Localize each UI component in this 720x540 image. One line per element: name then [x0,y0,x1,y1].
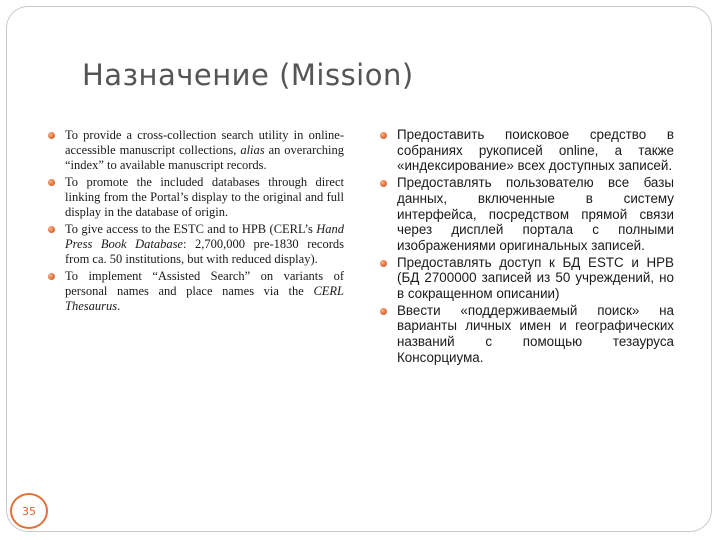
bullet-text: Предоставлять доступ к БД ESTC и HPB (БД 2700000 записей из 50 учреждений, но в сокращенном описании) [397,254,674,302]
bullet-emphasis: Hand Press Book Database [65,222,344,251]
bullet-emphasis: alias [240,143,265,157]
russian-bullet-item [378,255,674,302]
bullet-text: To give access to the ESTC and to HPB (CERL’s [65,222,317,236]
bullet-icon [380,180,387,187]
bullet-text: Предоставлять пользователю все базы данных, включенные в систему интерфейса, посредством прямой связи через дисплей портала с полными изображениями оригинальных записей. [397,175,674,253]
russian-bullet-item [378,175,674,254]
bullet-emphasis: CERL Thesaurus [65,284,344,313]
russian-bullet-list [378,127,674,367]
english-bullet-item [46,269,344,314]
bullet-icon [380,260,387,267]
slide-title: Назначение (Mission) [82,58,414,92]
bullet-icon [48,132,55,139]
slide-number-badge: 35 [10,493,48,529]
bullet-text: Ввести «поддерживаемый поиск» на варианты личных имен и географических названий с помощью тезауруса Консорциума. [397,302,674,365]
bullet-icon [48,179,55,186]
russian-bullet-item [378,303,674,366]
english-bullet-item [46,222,344,267]
bullet-text: an overarching “index” to available manuscript records. [65,143,344,172]
bullet-icon [48,226,55,233]
english-bullet-list [46,128,344,316]
bullet-text: Предоставить поисковое средство в собраниях рукописей online, а также «индексирование» всех доступных записей. [397,127,674,174]
bullet-text: To implement “Assisted Search” on variants of personal names and place names via the [65,269,344,298]
bullet-icon [48,273,55,280]
bullet-text: To promote the included databases through direct linking from the Portal’s display to the original and full display in the database of origin. [65,175,344,219]
english-bullet-item [46,128,344,173]
russian-bullet-item [378,127,674,174]
bullet-text: . [117,299,121,313]
bullet-icon [380,132,387,139]
english-bullet-item [46,175,344,220]
bullet-text: : 2,700,000 pre-1830 records from ca. 50 institutions, but with reduced display). [65,237,344,266]
bullet-icon [380,308,387,315]
bullet-text: To provide a cross-collection search utility in online-accessible manuscript collections, [65,128,344,157]
